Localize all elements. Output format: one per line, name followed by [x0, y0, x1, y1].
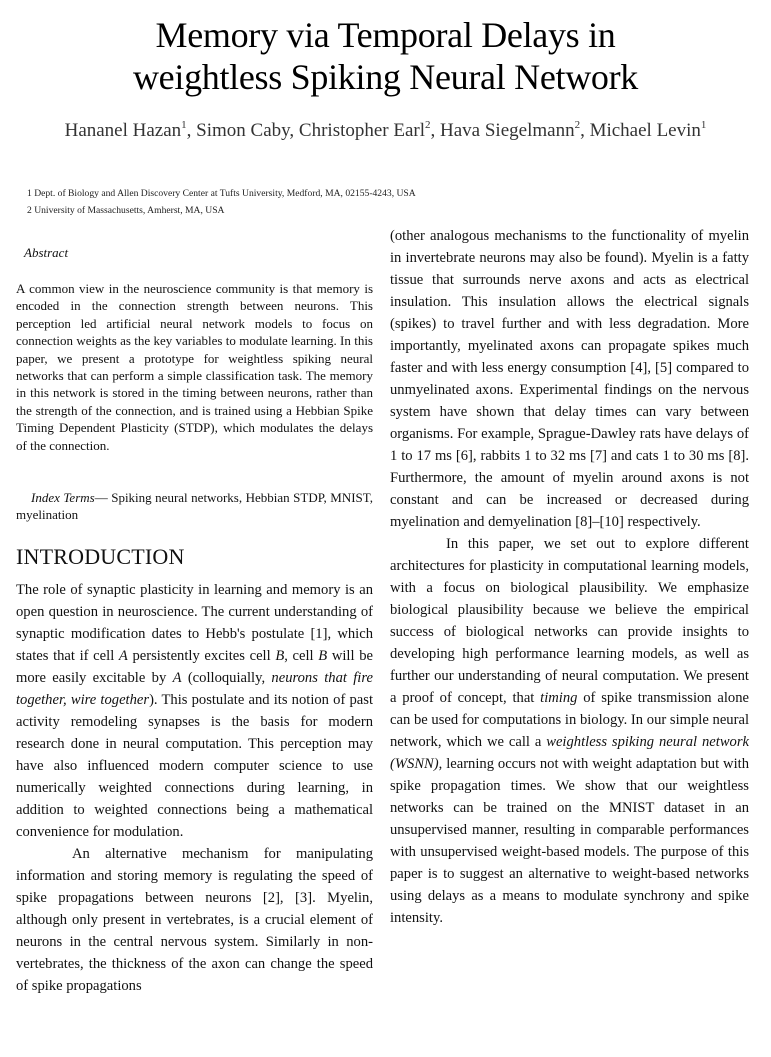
right-column-body — [390, 225, 749, 929]
affiliation-mark: 2 — [425, 119, 431, 131]
affiliation-mark: 2 — [574, 119, 581, 131]
affiliation-2: 2 University of Massachusetts, Amherst, MA, USA — [27, 205, 225, 216]
author-name: Hananel Hazan — [64, 120, 182, 141]
left-column-body — [16, 579, 373, 997]
index-terms-dash: — — [94, 490, 112, 505]
author-name: Hava Siegelmann — [440, 120, 575, 141]
index-terms — [16, 489, 373, 524]
abstract-heading: Abstract — [24, 245, 69, 260]
affiliation-mark: 1 — [181, 119, 187, 131]
affiliation-mark: 1 — [700, 119, 707, 131]
affiliation-1: 1 Dept. of Biology and Allen Discovery Center at Tufts University, Medford, MA, 02155-4243, USA — [27, 188, 416, 199]
author-name: Simon Caby — [196, 120, 290, 141]
paragraph: In this paper, we set out to explore different architectures for plasticity in computational learning models, with a focus on biological plausibility. We emphasize biological plausibility because we believe the empirical success of biological networks can provide insights to developing high performance learning models, as well as further our understanding of neural computation. We present a proof of concept, that timing of spike transmission alone can be used for computations in biology. In our simple neural network, which we call a weightless spiking neural network (WSNN), learning occurs not with weight adaptation but with spike propagation times. We show that our weightless networks can be trained on the MNIST dataset in an unsupervised manner, resulting in comparable performances with unsupervised weight-based models. The purpose of this paper is to suggest an alternative to weight-based networks using delays as a means to modulate synchrony and spike intensity. — [390, 536, 750, 926]
title-line-2: weightless Spiking Neural Network — [132, 57, 639, 97]
paragraph-continuation: (other analogous mechanisms to the functionality of myelin in invertebrate neurons may also be found). Myelin is a fatty tissue that surrounds nerve axons and acts as electrical insulation. This insulation allows the electrical signals (spikes) to travel further and with less degradation. More importantly, myelinated axons can propagate spikes much faster and with less energy consumption [4], [5] compared to unmyelinated axons. Experimental findings on the nervous system have shown that delay times can vary between organisms. For example, Sprague-Dawley rats have delays of 1 to 17 ms [6], rabbits 1 to 32 ms [7] and cats 1 to 30 ms [8]. Furthermore, the amount of myelin around axons is not constant and can be increased or decreased during myelination and demyelination [8]–[10] respectively. — [390, 228, 749, 530]
paragraph: The role of synaptic plasticity in learning and memory is an open question in neuroscience. The current understanding of synaptic modification dates to Hebb's postulate [1], which states that if cell A persistently excites cell B, cell B will be more easily excitable by A (colloquially, neurons that fire together, wire together). This postulate and its notion of past activity remodeling synapses is the basis for modern research done in neural computation. This perception may have also influenced modern computer science to use numerically weighted connections during learning, in addition to weighted connections being a mathematical convenience for modulation. — [16, 582, 373, 840]
author-name: Michael Levin — [589, 120, 701, 141]
index-terms-list: Spiking neural networks, Hebbian STDP, MNIST, myelination — [16, 490, 373, 523]
paper-title — [0, 14, 771, 98]
abstract-body: A common view in the neuroscience community is that memory is encoded in the connection strength between neurons. This perception led artificial neural network models to focus on connection weights as the key variables to modulate learning. In this paper, we present a prototype for weightless spiking neural networks that can perform a simple classification task. The memory in this network is stored in the timing between neurons, rather than the strength of the connection, and is trained using a Hebbian Spike Timing Dependent Plasticity (STDP), which modulates the delays of the connection. — [16, 281, 373, 453]
author-list: Hananel Hazan$^1$, Simon Caby, Christopher Earl$^2$, Hava Siegelmann$^2$, Michael Levin$^1$ — [64, 119, 707, 141]
wsnn-term: weightless spiking neural network (WSNN) — [390, 734, 750, 772]
paragraph: An alternative mechanism for manipulating information and storing memory is regulating the speed of spike propagations between neurons [2], [3]. Myelin, although only present in vertebrates, is a crucial element of neurons in the central nervous system. Similarly in non-vertebrates, the thickness of the axon can change the speed of spike propagations — [16, 846, 373, 994]
index-terms-label: Index Terms — [31, 490, 95, 505]
section-heading-introduction: INTRODUCTION — [16, 544, 185, 569]
hebb-quote: neurons that fire together, wire together — [16, 670, 373, 708]
author-name: Christopher Earl — [298, 120, 426, 141]
title-line-1: Memory via Temporal Delays in — [155, 15, 616, 55]
